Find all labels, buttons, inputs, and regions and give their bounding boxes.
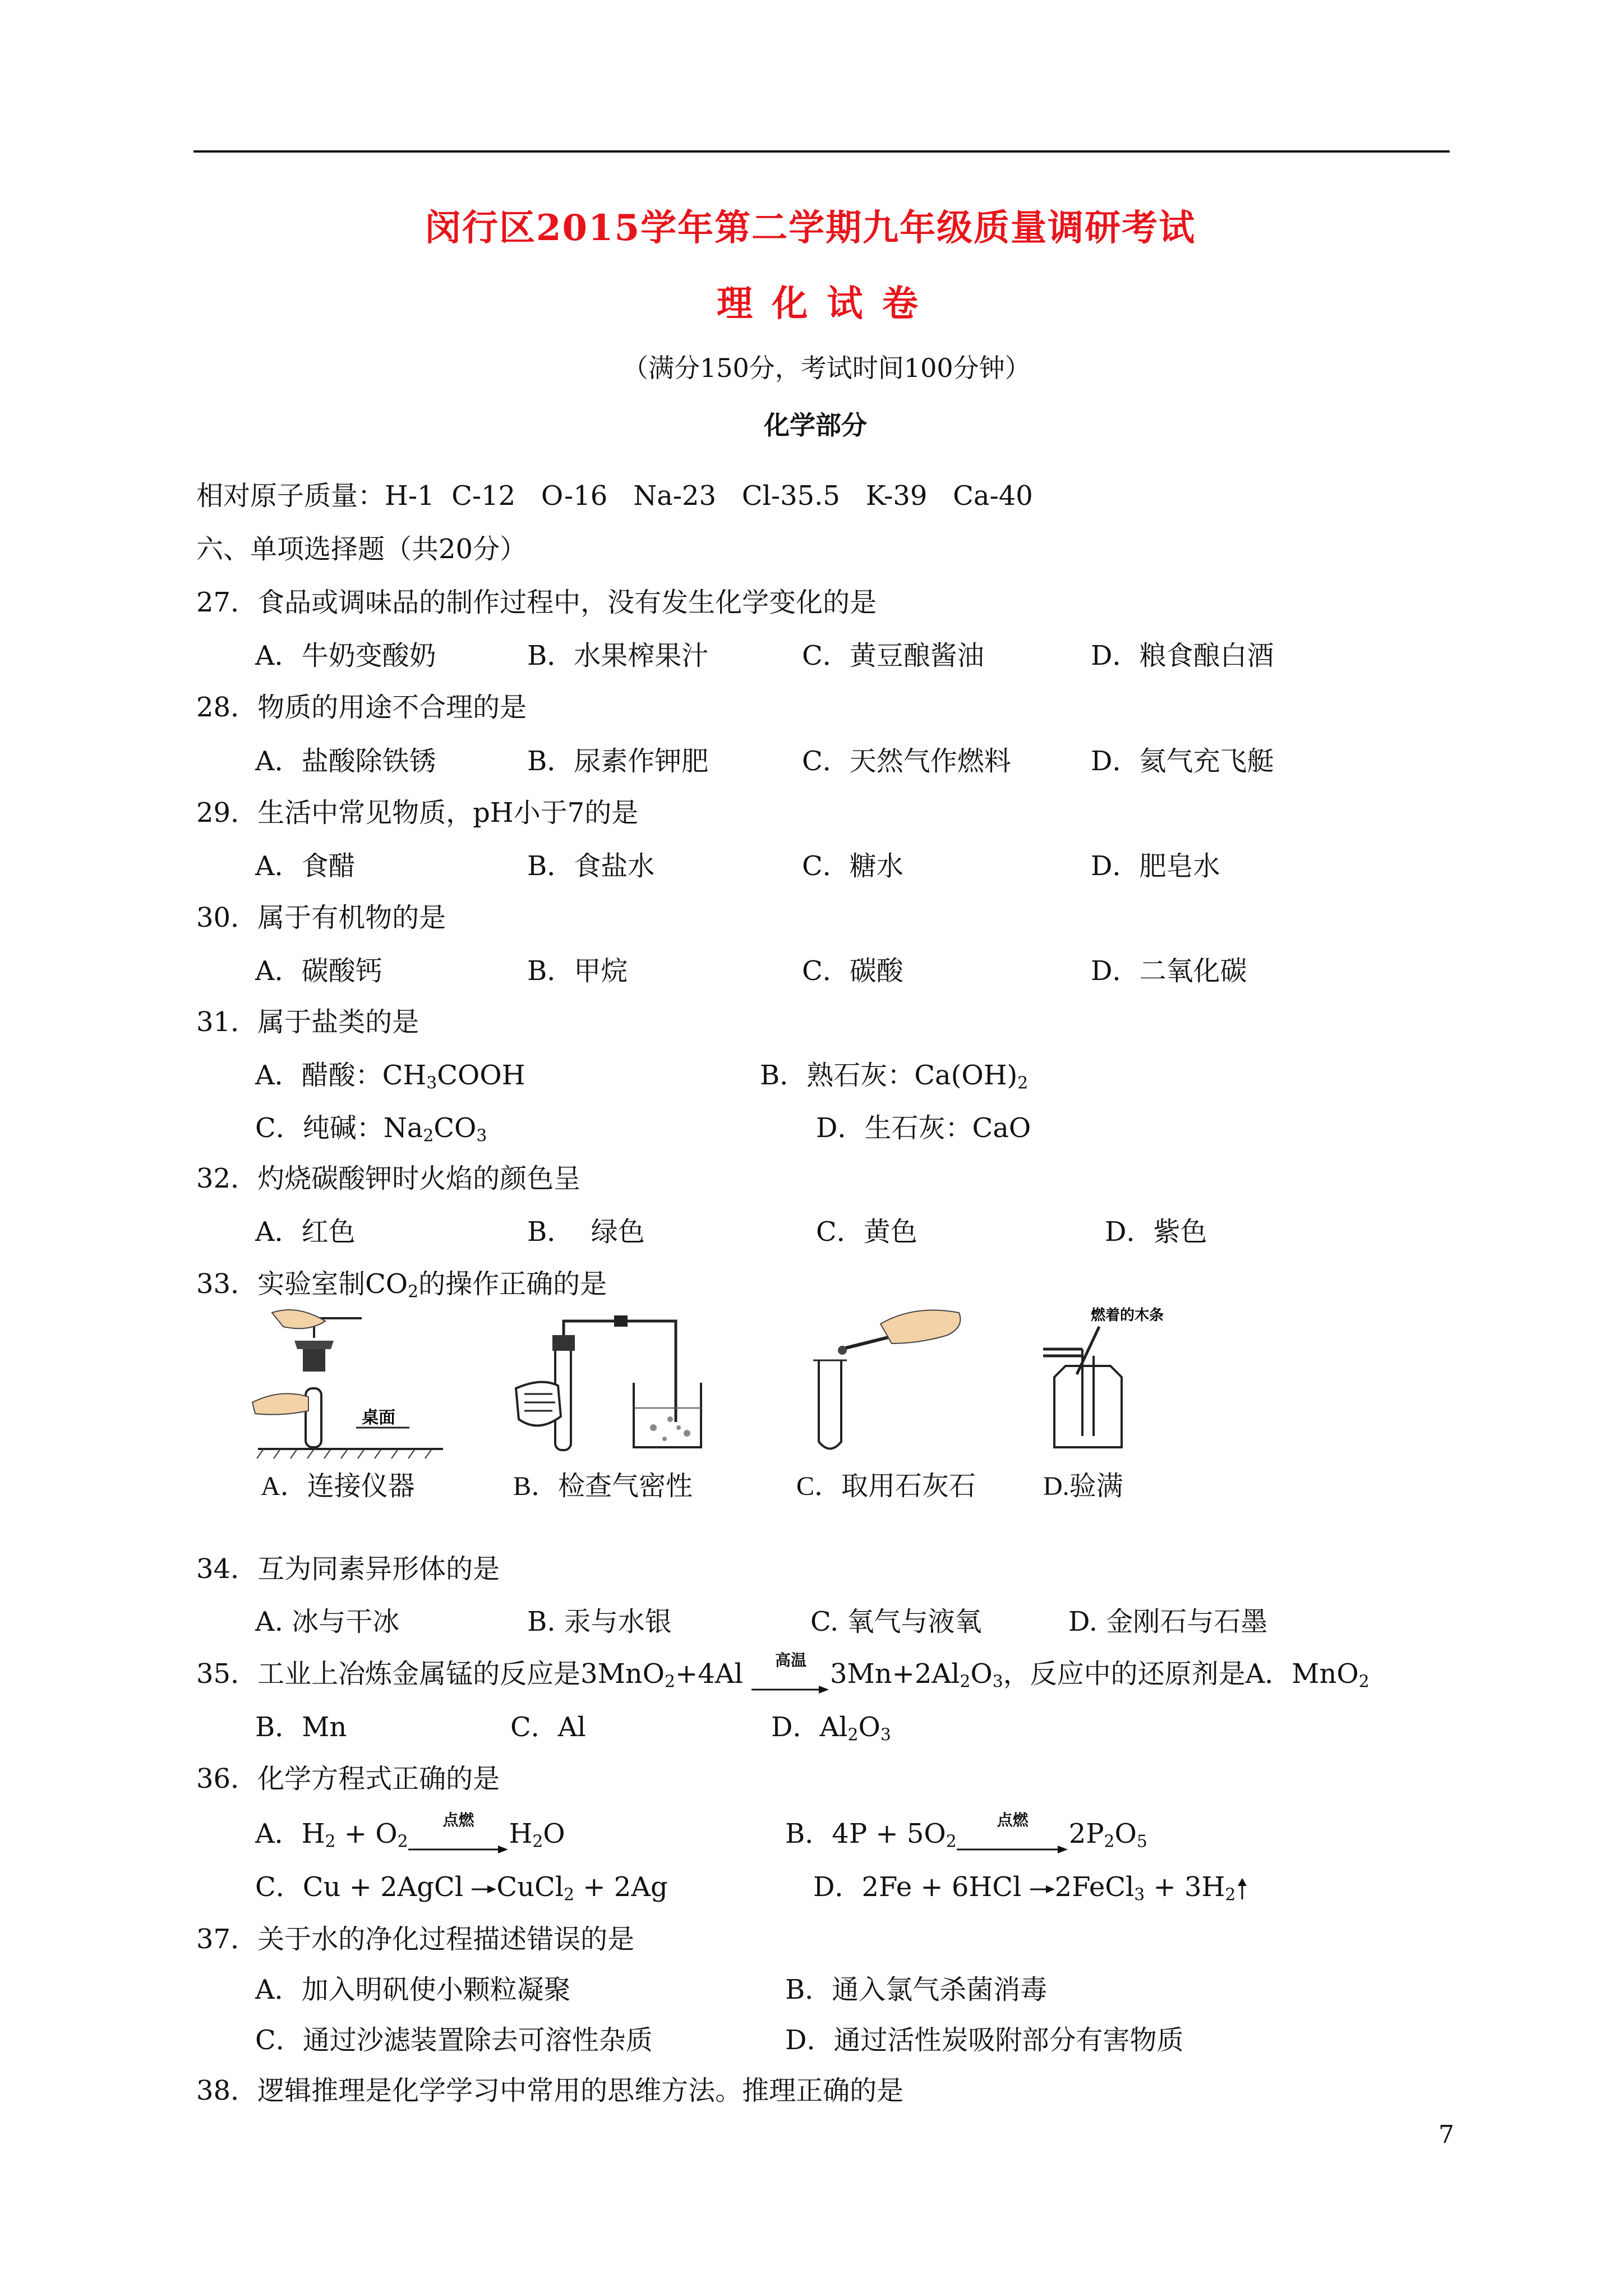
reaction-arrow — [1030, 1884, 1055, 1895]
option-28a: A．盐酸除铁锈 — [255, 746, 436, 777]
option-37b: B．通入氯气杀菌消毒 — [785, 1974, 1048, 2005]
option-31d: D．生石灰：CaO — [816, 1112, 1031, 1144]
option-32a: A．红色 — [255, 1216, 356, 1248]
option-30d: D．二氧化碳 — [1091, 955, 1247, 987]
question-34: 34．互为同素异形体的是 — [196, 1553, 500, 1585]
option-27b: B．水果榨果汁 — [527, 640, 709, 671]
option-34b: B. 汞与水银 — [527, 1606, 672, 1637]
option-37d: D．通过活性炭吸附部分有害物质 — [785, 2024, 1184, 2056]
option-35c: C．Al — [510, 1711, 586, 1743]
option-29d: D．肥皂水 — [1091, 850, 1220, 882]
figure-verify-full — [1032, 1304, 1211, 1461]
option-35b: B．Mn — [255, 1711, 347, 1743]
option-37a: A．加入明矾使小颗粒凝聚 — [255, 1974, 571, 2005]
question-28: 28．物质的用途不合理的是 — [196, 692, 527, 723]
part-heading: 六、单项选择题（共20分） — [196, 533, 527, 565]
option-27a: A．牛奶变酸奶 — [255, 640, 436, 671]
option-33a: A．连接仪器 — [261, 1471, 415, 1501]
option-35d: D．$Al_2O_3$ — [771, 1711, 891, 1745]
option-29a: A．食醋 — [255, 850, 356, 882]
option-32b: B． 绿色 — [527, 1216, 645, 1248]
option-31a: A．醋酸：$CH_3COOH$ — [255, 1060, 525, 1093]
option-36b: B．$4P + 5O_2$ 点燃 $2P_2O_5$ — [785, 1812, 1147, 1851]
option-34a: A. 冰与干冰 — [255, 1606, 400, 1637]
question-33: 33．实验室制$CO_2$的操作正确的是 — [196, 1268, 607, 1302]
option-32d: D．紫色 — [1105, 1216, 1207, 1248]
option-34c: C. 氧气与液氧 — [810, 1606, 982, 1637]
question-30: 30．属于有机物的是 — [196, 902, 446, 933]
option-29c: C．糖水 — [802, 850, 903, 882]
burning-stick-label: 燃着的木条 — [1091, 1307, 1164, 1324]
option-30b: B．甲烷 — [527, 955, 628, 987]
exam-note: （满分150分，考试时间100分钟） — [623, 353, 1031, 383]
reaction-arrow — [472, 1884, 496, 1895]
arrow-label-high-temp: 高温 — [775, 1650, 807, 1669]
option-29b: B．食盐水 — [527, 850, 655, 882]
question-37: 37．关于水的净化过程描述错误的是 — [196, 1924, 635, 1955]
desk-label: 桌面 — [362, 1408, 395, 1428]
option-30c: C．碳酸 — [802, 955, 903, 987]
question-32: 32．灼烧碳酸钾时火焰的颜色呈 — [196, 1163, 581, 1194]
question-27: 27．食品或调味品的制作过程中，没有发生化学变化的是 — [196, 587, 877, 618]
option-28d: D．氦气充飞艇 — [1091, 746, 1274, 777]
section-title: 化学部分 — [764, 410, 867, 440]
option-27c: C．黄豆酿酱油 — [802, 640, 984, 671]
question-31: 31．属于盐类的是 — [196, 1006, 419, 1038]
option-31b: B．熟石灰：$Ca(OH)_2$ — [760, 1060, 1029, 1093]
header-rule — [193, 150, 1450, 153]
option-27d: D．粮食酿白酒 — [1091, 640, 1274, 671]
reaction-arrow — [408, 1844, 509, 1855]
reaction-arrow — [957, 1844, 1069, 1855]
option-33b: B．检查气密性 — [513, 1471, 693, 1501]
option-33d: D.验满 — [1043, 1471, 1123, 1501]
option-30a: A．碳酸钙 — [255, 955, 382, 987]
gas-up-arrow-icon — [1235, 1878, 1249, 1901]
arrow-label-ignite-b: 点燃 — [997, 1810, 1029, 1829]
option-33c: C．取用石灰石 — [796, 1471, 976, 1501]
question-29: 29．生活中常见物质，pH小于7的是 — [196, 797, 639, 829]
option-37c: C．通过沙滤装置除去可溶性杂质 — [255, 2024, 653, 2056]
option-28c: C．天然气作燃料 — [802, 746, 1011, 777]
figure-check-airtightness — [508, 1304, 721, 1461]
atomic-masses: 相对原子质量：H-1 C-12 O-16 Na-23 Cl-35.5 K-39 Ca-40 — [196, 480, 1033, 512]
exam-title: 闵行区2015学年第二学期九年级质量调研考试 — [425, 207, 1196, 249]
figure-connect-apparatus — [241, 1304, 449, 1461]
option-32c: C．黄色 — [816, 1216, 917, 1248]
exam-subtitle: 理 化 试 卷 — [717, 283, 921, 325]
figure-take-limestone — [796, 1304, 987, 1461]
option-34d: D. 金刚石与石墨 — [1068, 1606, 1268, 1637]
option-36c: C．Cu + 2AgCl CuCl$_2$ + 2Ag — [255, 1871, 668, 1905]
option-36d: D．2Fe + 6HCl 2FeCl$_3$ + $3H_2$ — [813, 1865, 1249, 1904]
question-36: 36．化学方程式正确的是 — [196, 1763, 500, 1795]
reaction-arrow — [751, 1684, 830, 1695]
question-35: 35．工业上冶炼金属锰的反应是3MnO$_2$+4Al 高温 $3Mn+2Al_2O_3$，反应中的还原剂是A．MnO$_2$ — [196, 1652, 1370, 1691]
option-31c: C．纯碱：$Na_2CO_3$ — [255, 1112, 487, 1146]
option-28b: B．尿素作钾肥 — [527, 746, 709, 777]
question-38: 38．逻辑推理是化学学习中常用的思维方法。推理正确的是 — [196, 2075, 904, 2106]
page-number: 7 — [1438, 2120, 1454, 2149]
option-36a: A．$H_2 + O_2$ 点燃 $H_2O$ — [255, 1812, 565, 1851]
arrow-label-ignite-a: 点燃 — [442, 1810, 474, 1829]
